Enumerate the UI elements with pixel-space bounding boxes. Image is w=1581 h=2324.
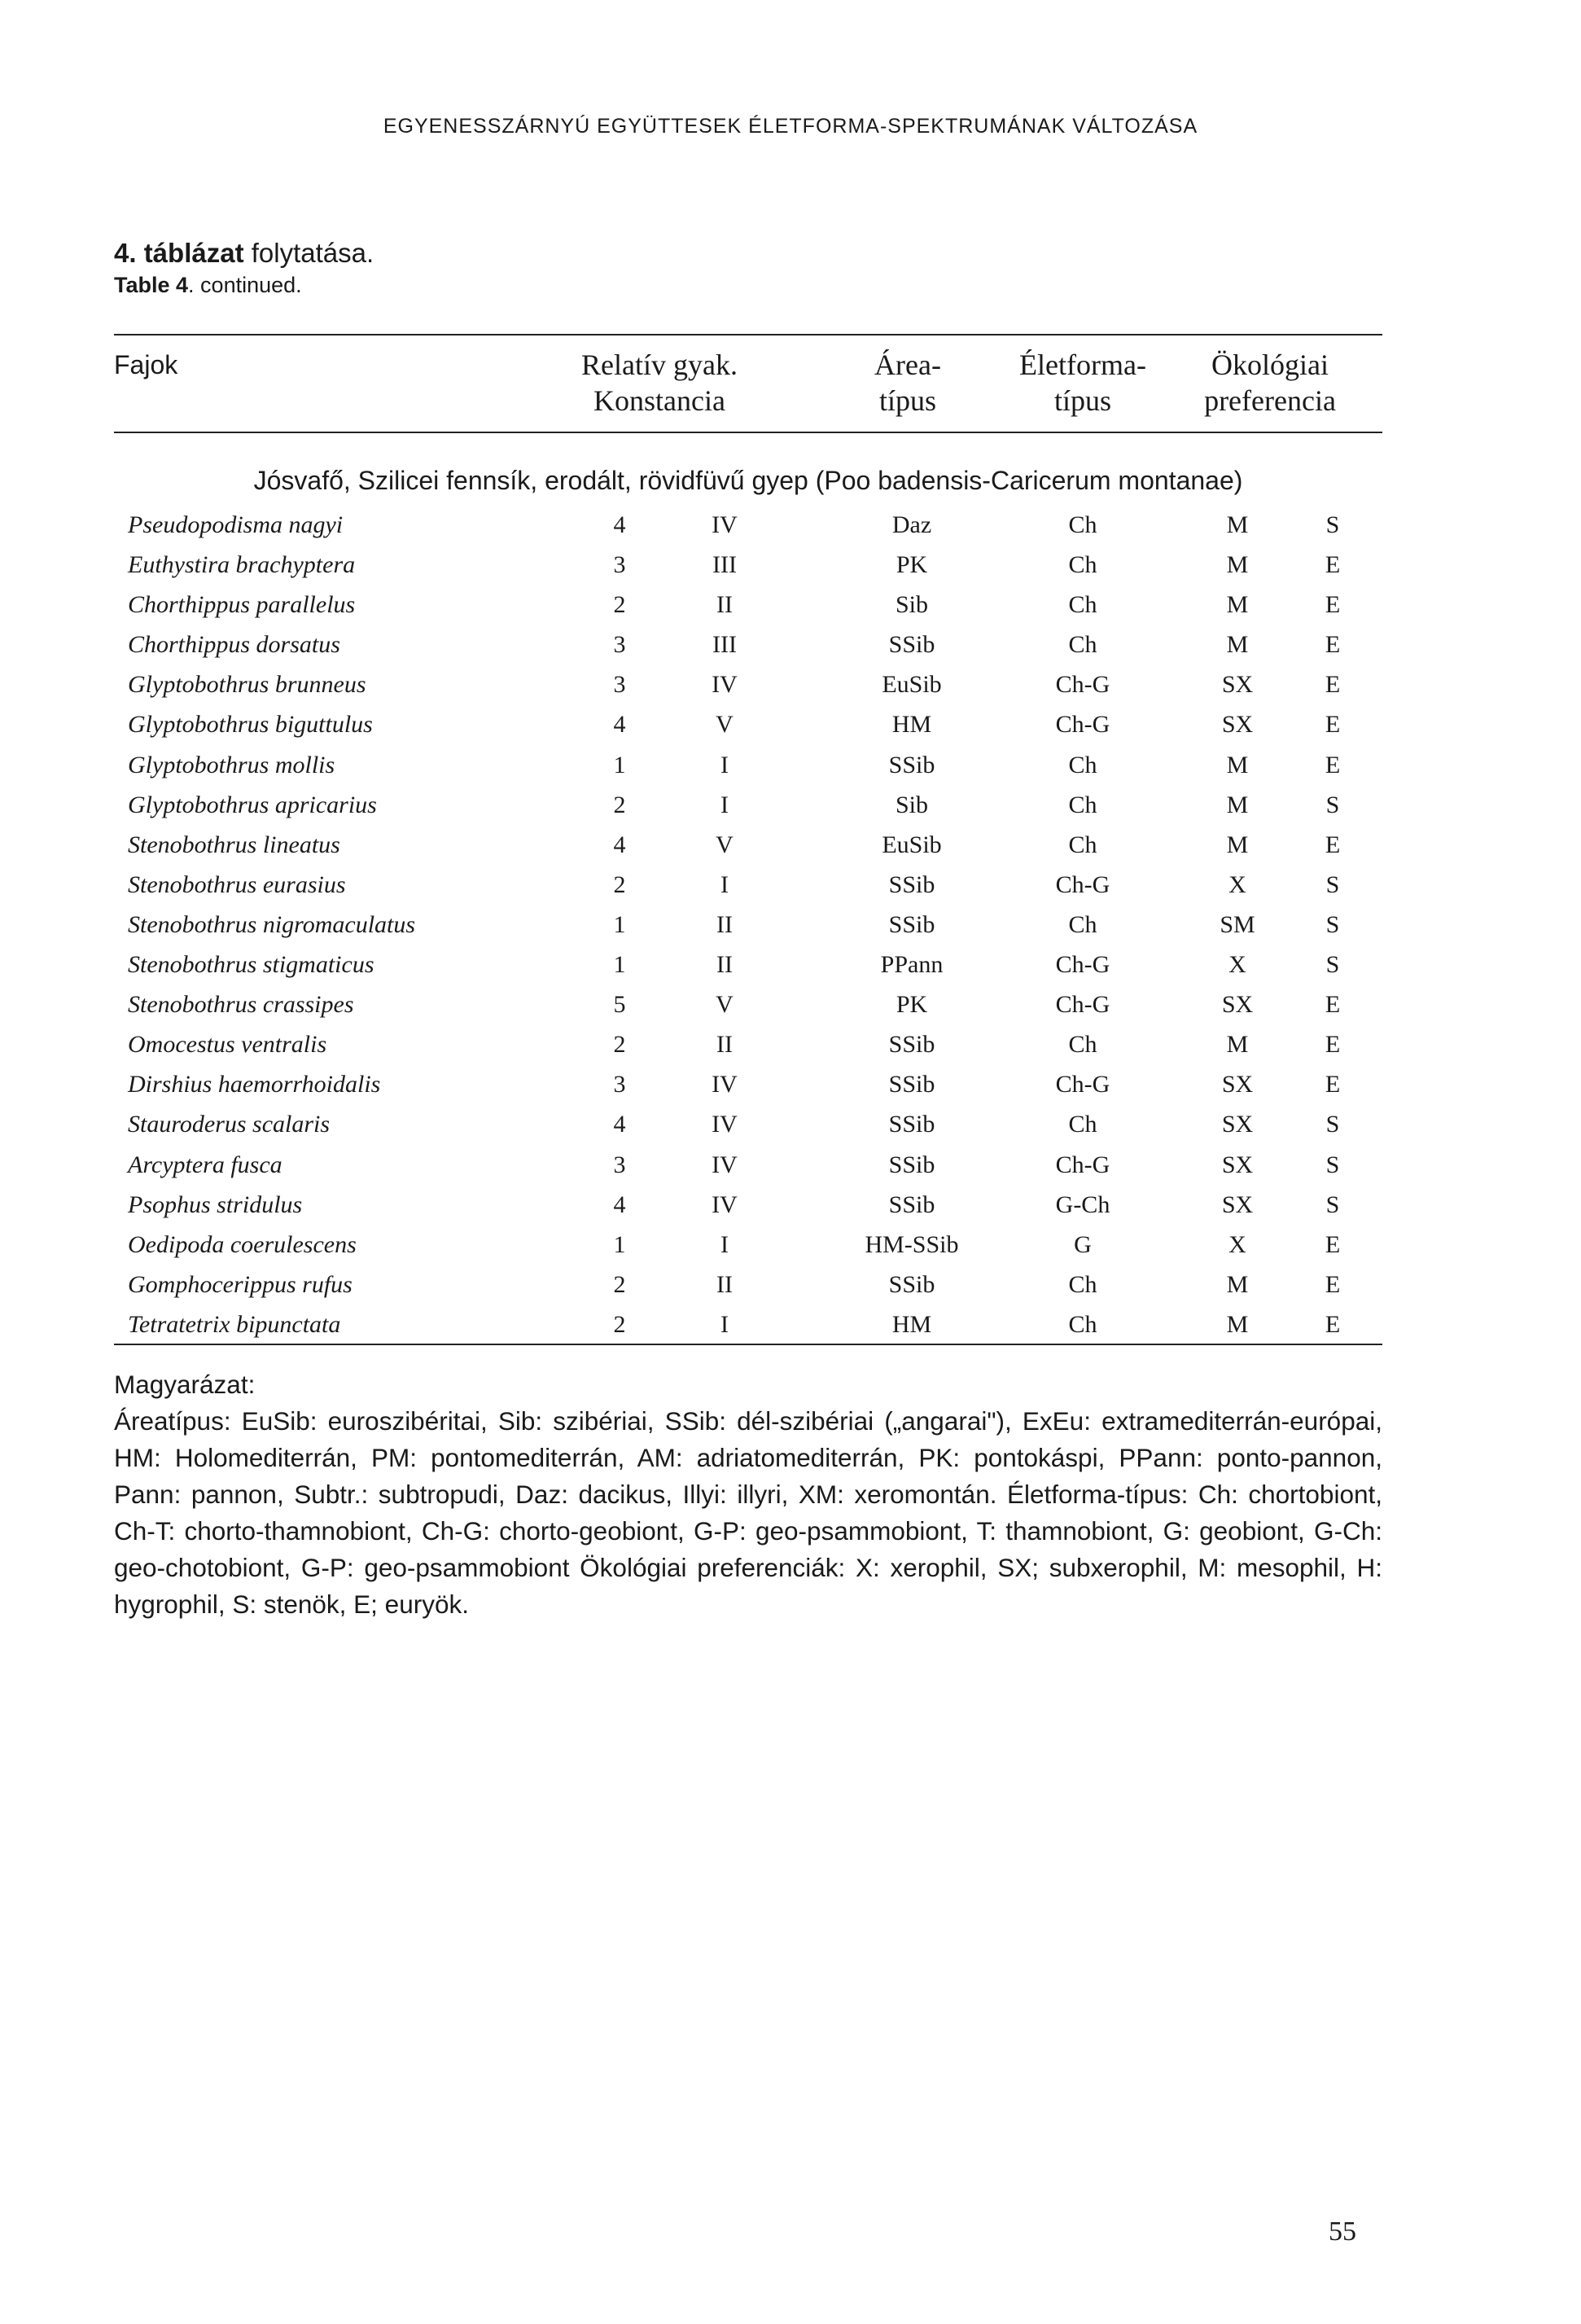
area-type: PPann — [880, 951, 944, 979]
moisture-preference: SX — [1221, 1191, 1254, 1218]
constancy: IV — [712, 1151, 738, 1178]
species-name: Glyptobothrus brunneus — [128, 671, 366, 699]
area-type: SSib — [888, 1071, 935, 1098]
moisture-preference: SX — [1221, 671, 1254, 699]
constancy: IV — [712, 1191, 738, 1218]
table-row — [0, 1066, 1581, 1106]
table-row — [0, 1306, 1581, 1346]
area-type: EuSib — [882, 831, 942, 858]
life-form-type: G-Ch — [1055, 1191, 1110, 1218]
tolerance-preference: E — [1325, 991, 1341, 1019]
life-form-type: Ch — [1068, 1270, 1097, 1298]
life-form-type: Ch — [1068, 1111, 1097, 1138]
header-eco-line2: preferencia — [1204, 384, 1336, 417]
species-name: Stenobothrus stigmaticus — [128, 951, 374, 979]
header-life-form — [977, 347, 1189, 419]
tolerance-preference: E — [1325, 631, 1341, 659]
relative-frequency: 4 — [613, 511, 626, 538]
header-life-line1: Életforma- — [1019, 349, 1146, 381]
life-form-type: Ch — [1068, 551, 1097, 579]
table-row — [0, 906, 1581, 946]
relative-frequency: 2 — [613, 870, 626, 898]
relative-frequency: 1 — [613, 910, 626, 938]
moisture-preference: M — [1226, 551, 1249, 579]
tolerance-preference: S — [1325, 910, 1340, 938]
header-bottom-rule — [114, 432, 1382, 433]
relative-frequency: 1 — [613, 751, 626, 778]
area-type: SSib — [888, 1191, 935, 1218]
life-form-type: Ch-G — [1055, 951, 1110, 979]
life-form-type: Ch — [1068, 511, 1097, 538]
species-name: Stauroderus scalaris — [128, 1111, 331, 1138]
life-form-type: Ch-G — [1055, 671, 1110, 699]
area-type: SSib — [888, 1151, 935, 1178]
moisture-preference: M — [1226, 791, 1249, 818]
tolerance-preference: E — [1325, 1031, 1341, 1059]
constancy: IV — [712, 511, 738, 538]
table-row — [0, 866, 1581, 906]
species-name: Stenobothrus crassipes — [128, 991, 354, 1019]
notes-title: Magyarázat: — [114, 1370, 256, 1399]
area-type: HM — [891, 1310, 932, 1338]
life-form-type: Ch — [1068, 591, 1097, 619]
tolerance-preference: S — [1325, 1191, 1340, 1218]
relative-frequency: 2 — [613, 1310, 626, 1338]
area-type: Sib — [895, 791, 929, 818]
life-form-type: Ch-G — [1055, 991, 1110, 1019]
table-row — [0, 586, 1581, 626]
table-row — [0, 1266, 1581, 1306]
header-rel-line1: Relatív gyak. — [581, 349, 738, 381]
tolerance-preference: E — [1325, 751, 1341, 778]
moisture-preference: SM — [1220, 910, 1255, 938]
moisture-preference: M — [1226, 1031, 1249, 1059]
tolerance-preference: S — [1325, 951, 1340, 979]
header-area-line1: Área- — [874, 349, 941, 381]
moisture-preference: X — [1228, 870, 1246, 898]
header-area-type — [822, 347, 993, 419]
header-relative-frequency — [529, 347, 790, 419]
area-type: PK — [896, 991, 928, 1019]
constancy: IV — [712, 671, 738, 699]
species-name: Psophus stridulus — [128, 1191, 303, 1218]
relative-frequency: 5 — [613, 991, 626, 1019]
species-name: Euthystira brachyptera — [128, 551, 356, 579]
tolerance-preference: E — [1325, 711, 1341, 739]
area-type: Daz — [891, 511, 932, 538]
tolerance-preference: E — [1325, 551, 1341, 579]
constancy: V — [716, 711, 734, 739]
header-area-line2: típus — [878, 384, 936, 417]
relative-frequency: 2 — [613, 791, 626, 818]
constancy: II — [716, 910, 733, 938]
life-form-type: Ch-G — [1055, 870, 1110, 898]
constancy: I — [720, 751, 729, 778]
tolerance-preference: E — [1325, 1310, 1341, 1338]
species-name: Chorthippus parallelus — [128, 591, 356, 619]
relative-frequency: 4 — [613, 831, 626, 858]
tolerance-preference: E — [1325, 1270, 1341, 1298]
life-form-type: Ch — [1068, 791, 1097, 818]
constancy: I — [720, 1310, 729, 1338]
area-type: PK — [896, 551, 928, 579]
life-form-type: Ch — [1068, 1031, 1097, 1059]
tolerance-preference: E — [1325, 1230, 1341, 1258]
relative-frequency: 4 — [613, 711, 626, 739]
area-type: Sib — [895, 591, 929, 619]
constancy: I — [720, 870, 729, 898]
area-type: SSib — [888, 1270, 935, 1298]
area-type: HM-SSib — [865, 1230, 959, 1258]
constancy: V — [716, 991, 734, 1019]
caption-hungarian — [114, 236, 374, 270]
caption-en-rest: . continued. — [188, 273, 302, 297]
relative-frequency: 3 — [613, 671, 626, 699]
notes — [114, 1366, 1382, 1623]
moisture-preference: X — [1228, 1230, 1246, 1258]
header-life-line2: típus — [1053, 384, 1111, 417]
area-type: SSib — [888, 1111, 935, 1138]
moisture-preference: M — [1226, 1270, 1249, 1298]
species-name: Chorthippus dorsatus — [128, 631, 340, 659]
species-name: Oedipoda coerulescens — [128, 1230, 357, 1258]
tolerance-preference: E — [1325, 831, 1341, 858]
area-type: SSib — [888, 910, 935, 938]
tolerance-preference: S — [1325, 511, 1340, 538]
table-row — [0, 706, 1581, 746]
tolerance-preference: S — [1325, 870, 1340, 898]
species-name: Glyptobothrus mollis — [128, 751, 335, 778]
table-row — [0, 506, 1581, 546]
species-name: Gomphocerippus rufus — [128, 1270, 353, 1298]
constancy: IV — [712, 1071, 738, 1098]
constancy: I — [720, 1230, 729, 1258]
table-caption — [114, 236, 374, 300]
caption-hu-rest: folytatása. — [243, 238, 374, 268]
table-row — [0, 787, 1581, 827]
tolerance-preference: E — [1325, 1071, 1341, 1098]
caption-english — [114, 270, 374, 300]
notes-body: Áreatípus: EuSib: euroszibéritai, Sib: szibériai, SSib: dél-szibériai („angarai"), ExEu: extramediterrán-európai, HM: Holomediterrán, PM: pontomediterrán, AM: adriatomediterrán, PK: pontokáspi, PPann: ponto-pannon, Pann: pannon, Subtr.: subtropudi, Daz: dacikus, Illyi: illyri, XM: xeromontán. Életforma-típus: Ch: chortobiont, Ch-T: chorto-thamnobiont, Ch-G: chorto-geobiont, G-P: geo-psammobiont, T: thamnobiont, G: geobiont, G-Ch: geo-chotobiont, G-P: geo-psammobiont Ökológiai preferenciák: X: xerophil, SX; subxerophil, M: mesophil, H: hygrophil, S: stenök, E; euryök. — [114, 1406, 1382, 1619]
moisture-preference: X — [1228, 951, 1246, 979]
constancy: III — [712, 631, 737, 659]
table-row — [0, 1186, 1581, 1226]
table-body — [0, 506, 1581, 1346]
caption-en-bold: Table 4 — [114, 273, 189, 297]
constancy: V — [716, 831, 734, 858]
moisture-preference: SX — [1221, 1111, 1254, 1138]
life-form-type: Ch — [1068, 631, 1097, 659]
header-species: Fajok — [114, 350, 178, 379]
life-form-type: G — [1074, 1230, 1092, 1258]
moisture-preference: M — [1226, 751, 1249, 778]
constancy: II — [716, 1031, 733, 1059]
life-form-type: Ch-G — [1055, 1071, 1110, 1098]
constancy: I — [720, 791, 729, 818]
relative-frequency: 3 — [613, 631, 626, 659]
section-title: Jósvafő, Szilicei fennsík, erodált, rövidfüvű gyep (Poo badensis-Caricerum montanae) — [253, 466, 1243, 495]
relative-frequency: 3 — [613, 1151, 626, 1178]
species-name: Dirshius haemorrhoidalis — [128, 1071, 381, 1098]
moisture-preference: SX — [1221, 711, 1254, 739]
area-type: EuSib — [882, 671, 942, 699]
moisture-preference: SX — [1221, 991, 1254, 1019]
moisture-preference: M — [1226, 591, 1249, 619]
table-row — [0, 747, 1581, 787]
life-form-type: Ch — [1068, 751, 1097, 778]
moisture-preference: M — [1226, 631, 1249, 659]
moisture-preference: SX — [1221, 1071, 1254, 1098]
tolerance-preference: S — [1325, 791, 1340, 818]
constancy: II — [716, 591, 733, 619]
tolerance-preference: S — [1325, 1151, 1340, 1178]
table-row — [0, 546, 1581, 586]
table-row — [0, 1026, 1581, 1066]
life-form-type: Ch-G — [1055, 1151, 1110, 1178]
relative-frequency: 3 — [613, 1071, 626, 1098]
moisture-preference: M — [1226, 831, 1249, 858]
table-row — [0, 946, 1581, 986]
species-name: Tetratetrix bipunctata — [128, 1310, 341, 1338]
life-form-type: Ch — [1068, 1310, 1097, 1338]
species-name: Stenobothrus nigromaculatus — [128, 910, 416, 938]
table-row — [0, 1106, 1581, 1146]
header-rel-line2: Konstancia — [593, 384, 725, 417]
species-name: Glyptobothrus biguttulus — [128, 711, 373, 739]
table-top-rule — [114, 334, 1382, 335]
constancy: II — [716, 1270, 733, 1298]
species-name: Arcyptera fusca — [128, 1151, 282, 1178]
moisture-preference: SX — [1221, 1151, 1254, 1178]
constancy: II — [716, 951, 733, 979]
page-number: 55 — [1329, 2217, 1356, 2247]
tolerance-preference: E — [1325, 671, 1341, 699]
area-type: SSib — [888, 631, 935, 659]
relative-frequency: 2 — [613, 591, 626, 619]
life-form-type: Ch — [1068, 831, 1097, 858]
moisture-preference: M — [1226, 1310, 1249, 1338]
area-type: SSib — [888, 870, 935, 898]
table-bottom-rule — [114, 1344, 1382, 1345]
life-form-type: Ch — [1068, 910, 1097, 938]
tolerance-preference: E — [1325, 591, 1341, 619]
table-row — [0, 827, 1581, 866]
relative-frequency: 1 — [613, 1230, 626, 1258]
running-head: EGYENESSZÁRNYÚ EGYÜTTESEK ÉLETFORMA-SPEKTRUMÁNAK VÁLTOZÁSA — [383, 115, 1198, 138]
table-row — [0, 1147, 1581, 1186]
tolerance-preference: S — [1325, 1111, 1340, 1138]
constancy: IV — [712, 1111, 738, 1138]
species-name: Pseudopodisma nagyi — [128, 511, 344, 538]
species-name: Omocestus ventralis — [128, 1031, 327, 1059]
relative-frequency: 2 — [613, 1270, 626, 1298]
caption-hu-bold: 4. táblázat — [114, 238, 244, 268]
table-row — [0, 986, 1581, 1026]
table-row — [0, 1226, 1581, 1266]
moisture-preference: M — [1226, 511, 1249, 538]
species-name: Stenobothrus eurasius — [128, 870, 346, 898]
table-row — [0, 666, 1581, 706]
relative-frequency: 2 — [613, 1031, 626, 1059]
life-form-type: Ch-G — [1055, 711, 1110, 739]
relative-frequency: 4 — [613, 1191, 626, 1218]
area-type: SSib — [888, 751, 935, 778]
header-ecological-preference — [1172, 347, 1368, 419]
relative-frequency: 1 — [613, 951, 626, 979]
table-row — [0, 626, 1581, 666]
area-type: HM — [891, 711, 932, 739]
species-name: Glyptobothrus apricarius — [128, 791, 377, 818]
area-type: SSib — [888, 1031, 935, 1059]
species-name: Stenobothrus lineatus — [128, 831, 340, 858]
header-eco-line1: Ökológiai — [1211, 349, 1329, 381]
relative-frequency: 4 — [613, 1111, 626, 1138]
relative-frequency: 3 — [613, 551, 626, 579]
constancy: III — [712, 551, 737, 579]
